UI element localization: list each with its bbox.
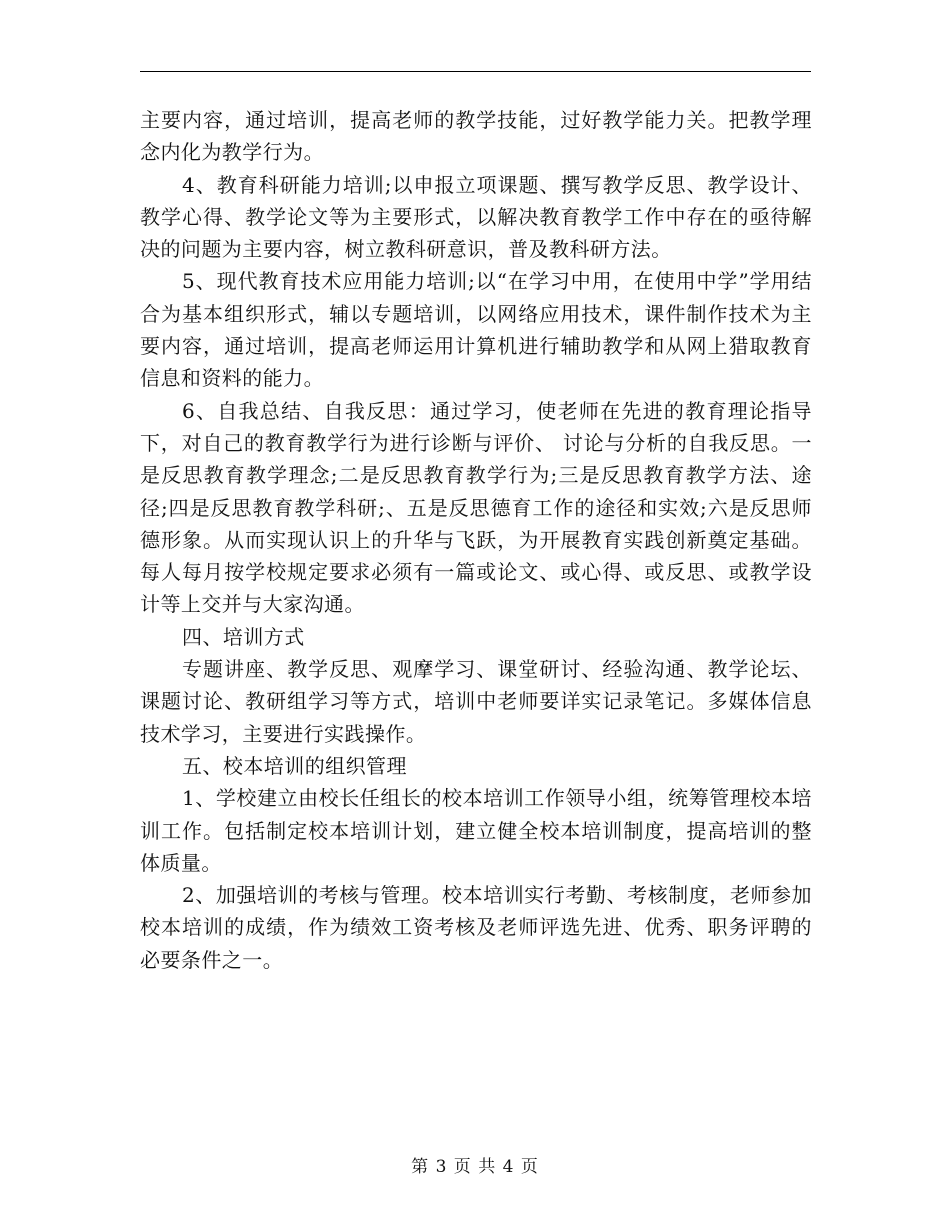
paragraph-training-methods: 专题讲座、教学反思、观摩学习、课堂研讨、经验沟通、教学论坛、课题讨论、教研组学习等方式，培训中老师要详实记录笔记。多媒体信息技术学习，主要进行实践操作。 bbox=[140, 657, 812, 746]
paragraph-leadership-group: 1、学校建立由校长任组长的校本培训工作领导小组，统筹管理校本培训工作。包括制定校本培训计划，建立健全校本培训制度，提高培训的整体质量。 bbox=[140, 786, 812, 875]
page-number: 第 3 页 共 4 页 bbox=[411, 1157, 539, 1177]
document-body bbox=[140, 104, 812, 976]
paragraph-continued-content: 主要内容，通过培训，提高老师的教学技能，过好教学能力关。把教学理念内化为教学行为。 bbox=[140, 108, 812, 165]
paragraph-assessment: 2、加强培训的考核与管理。校本培训实行考勤、考核制度，老师参加校本培训的成绩，作为绩效工资考核及老师评选先进、优秀、职务评聘的必要条件之一。 bbox=[140, 883, 812, 972]
heading-training-methods: 四、培训方式 bbox=[182, 624, 305, 649]
paragraph-self-reflection: 6、自我总结、自我反思：通过学习，使老师在先进的教育理论指导下，对自己的教育教学行为进行诊断与评价、 讨论与分析的自我反思。一是反思教育教学理念;二是反思教育教学行为;三是反思教育教学方法、途径;四是反思教育教学科研;、五是反思德育工作的途径和实效;六是反思师德形象。从而实现认识上的升华与飞跃，为开展教育实践创新奠定基础。每人每月按学校规定要求必须有一篇或论文、或心得、或反思、或教学设计等上交并与大家沟通。 bbox=[140, 398, 812, 617]
paragraph-tech-training: 5、现代教育技术应用能力培训;以“在学习中用，在使用中学”学用结合为基本组织形式，辅以专题培训，以网络应用技术，课件制作技术为主要内容，通过培训，提高老师运用计算机进行辅助教学和从网上猎取教育信息和资料的能力。 bbox=[140, 269, 812, 391]
header-rule bbox=[140, 71, 811, 72]
heading-organization-management: 五、校本培训的组织管理 bbox=[182, 753, 407, 778]
paragraph-research-training: 4、教育科研能力培训;以申报立项课题、撰写教学反思、教学设计、教学心得、教学论文等为主要形式，以解决教育教学工作中存在的亟待解决的问题为主要内容，树立教科研意识，普及教科研方法。 bbox=[140, 172, 812, 262]
